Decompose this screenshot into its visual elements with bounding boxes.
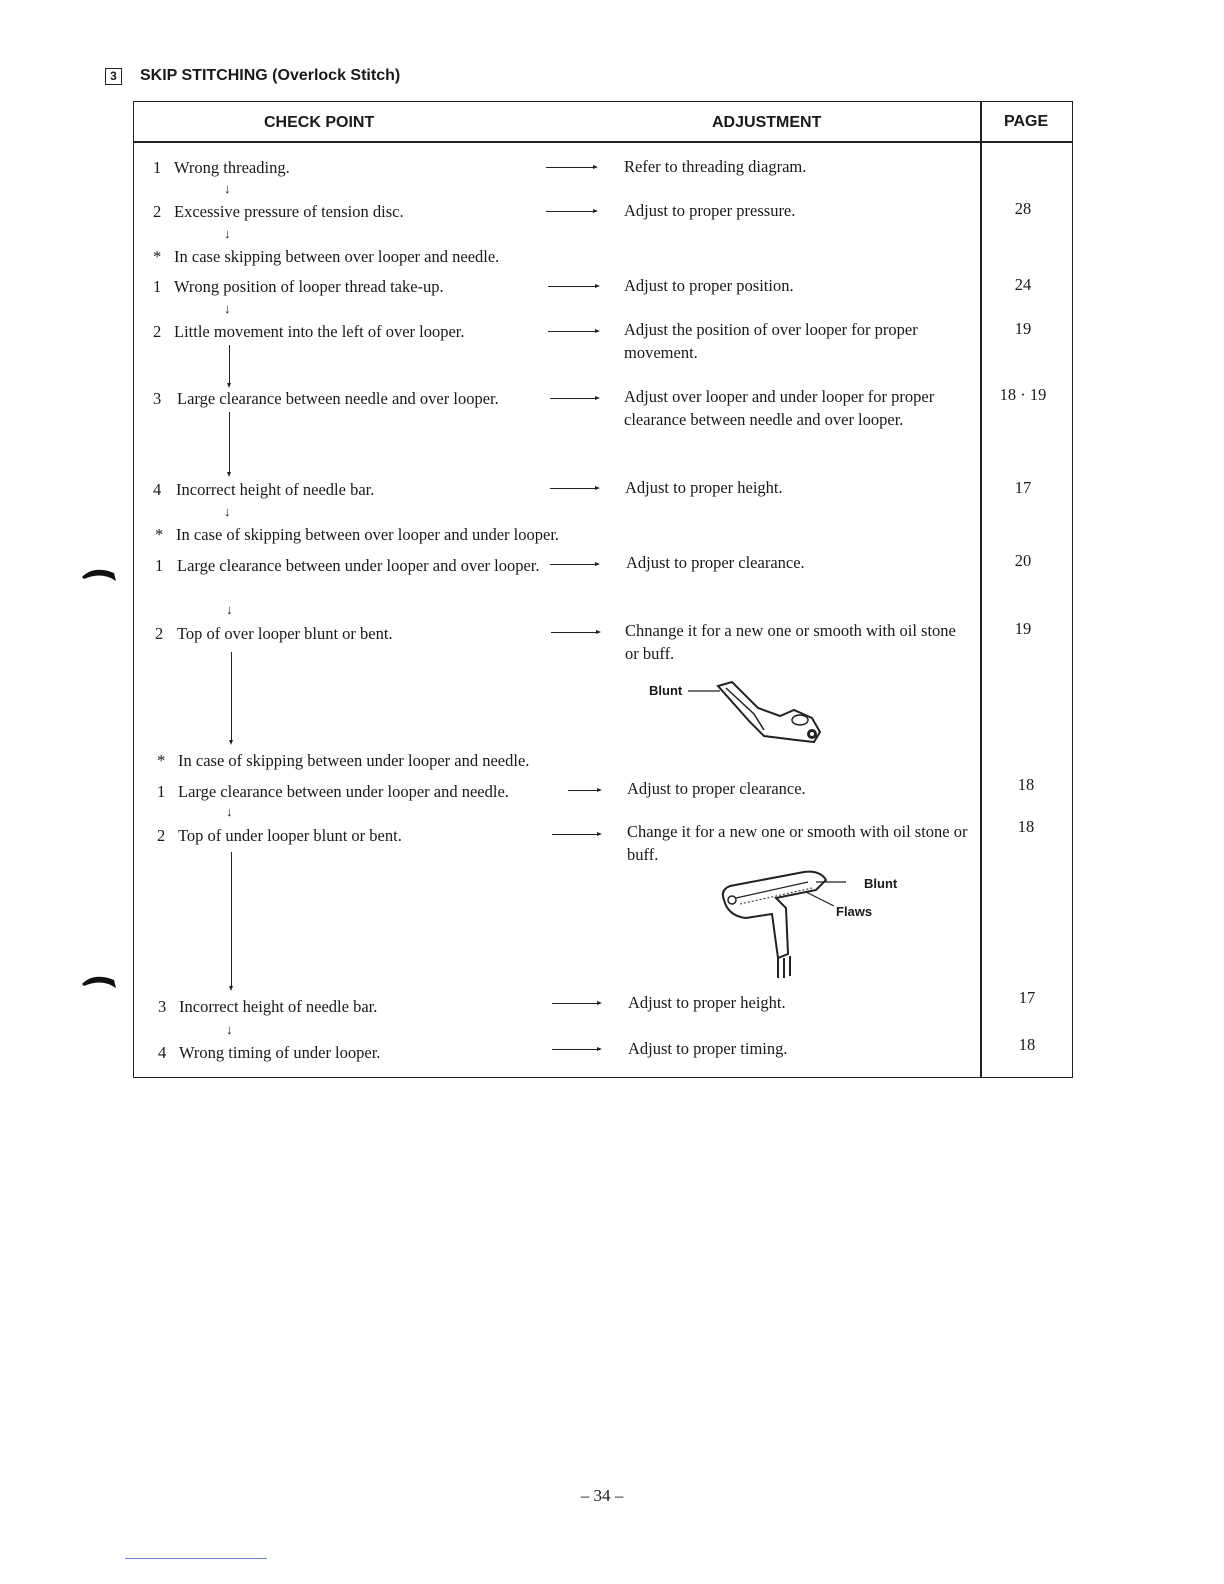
row-10-num: 2 [157,826,166,845]
row-6-page: 17 [1014,478,1032,497]
row-9-adjust: Adjust to proper clearance. [627,779,806,798]
row-11-num: 3 [158,997,167,1016]
arrow-right [551,632,599,633]
row-10-page: 18 [1017,817,1035,836]
arrow-right [546,167,596,168]
arrow-right [552,1003,600,1004]
under-looper-blunt-label: Blunt [864,876,898,891]
page-number: – 34 – [580,1486,624,1505]
col-header-adjustment: ADJUSTMENT [712,114,822,131]
flow-line [229,345,230,385]
under-looper-flaws-label: Flaws [836,904,873,919]
row-7-check: Large clearance between under looper and over looper. [177,556,540,575]
down-arrow-icon: ↓ [224,226,231,241]
row-12-num: 4 [158,1043,167,1062]
row-1-num: 1 [153,158,162,177]
down-arrow-icon: ↓ [226,1022,233,1037]
flow-line [229,412,230,474]
over-looper-blunt-label: Blunt [649,683,683,698]
col-header-page: PAGE [1004,113,1049,130]
arrow-right [548,331,598,332]
row-8-page: 19 [1014,619,1032,638]
row-6-check: Incorrect height of needle bar. [176,480,375,499]
row-9-page: 18 [1017,775,1035,794]
row-11-page: 17 [1018,988,1036,1007]
row-7-num: 1 [155,556,164,575]
down-arrow-icon: ↓ [224,301,231,316]
row-6-num: 4 [153,480,162,499]
arrow-right [552,1049,600,1050]
down-arrow-icon: ↓ [226,804,233,819]
arrow-right [546,211,596,212]
row-1-check: Wrong threading. [174,158,290,177]
section-number-icon: 3 [105,68,122,85]
row-9-num: 1 [157,782,166,801]
flow-line [231,852,232,988]
row-8-adjust: Chnange it for a new one or smooth with oil stone or buff. [625,621,956,663]
section-title: SKIP STITCHING (Overlock Stitch) [140,67,401,84]
row-8-num: 2 [155,624,164,643]
row-8-check: Top of over looper blunt or bent. [177,624,393,643]
note-2: In case of skipping between over looper and under looper. [176,525,560,544]
note-bullet: * [157,751,166,770]
row-3-adjust: Adjust to proper position. [624,276,794,295]
note-bullet: * [153,247,162,266]
row-3-num: 1 [153,277,162,296]
arrow-right [548,286,598,287]
row-4-num: 2 [153,322,162,341]
over-looper-illustration [688,678,828,748]
note-bullet: * [155,525,164,544]
row-2-adjust: Adjust to proper pressure. [624,201,796,220]
page-column-divider [980,101,982,1078]
row-7-page: 20 [1014,551,1032,570]
row-2-check: Excessive pressure of tension disc. [174,202,404,221]
col-header-check-point: CHECK POINT [264,114,375,131]
note-1: In case skipping between over looper and needle. [174,247,500,266]
arrow-right [568,790,600,791]
row-10-adjust: Change it for a new one or smooth with oil stone or buff. [627,822,968,864]
scan-artifact-line [125,1558,267,1559]
row-3-check: Wrong position of looper thread take-up. [174,277,444,296]
row-5-check: Large clearance between needle and over looper. [177,389,499,408]
row-5-page: 18 · 19 [999,385,1047,404]
row-4-check: Little movement into the left of over looper. [174,322,465,341]
flow-line [231,652,232,742]
arrow-right [552,834,600,835]
row-12-page: 18 [1018,1035,1036,1054]
binding-mark-icon [80,565,120,583]
arrow-right [550,488,598,489]
row-3-page: 24 [1014,275,1032,294]
row-5-adjust: Adjust over looper and under looper for proper clearance between needle and over looper. [624,387,935,429]
arrow-right [550,398,598,399]
arrow-right [550,564,598,565]
header-rule [133,141,1073,143]
row-4-adjust: Adjust the position of over looper for proper movement. [624,320,918,362]
down-arrow-icon: ↓ [226,602,233,617]
row-4-page: 19 [1014,319,1032,338]
under-looper-illustration [716,868,846,983]
row-5-num: 3 [153,389,162,408]
row-2-page: 28 [1014,199,1032,218]
row-1-adjust: Refer to threading diagram. [624,157,807,176]
row-11-adjust: Adjust to proper height. [628,993,786,1012]
row-6-adjust: Adjust to proper height. [625,478,783,497]
row-7-adjust: Adjust to proper clearance. [626,553,805,572]
row-10-check: Top of under looper blunt or bent. [178,826,402,845]
row-11-check: Incorrect height of needle bar. [179,997,378,1016]
note-3: In case of skipping between under looper and needle. [178,751,530,770]
row-12-check: Wrong timing of under looper. [179,1043,381,1062]
down-arrow-icon: ↓ [224,504,231,519]
down-arrow-icon: ↓ [224,181,231,196]
binding-mark-icon [80,972,120,990]
row-9-check: Large clearance between under looper and needle. [178,782,509,801]
row-12-adjust: Adjust to proper timing. [628,1039,788,1058]
row-2-num: 2 [153,202,162,221]
